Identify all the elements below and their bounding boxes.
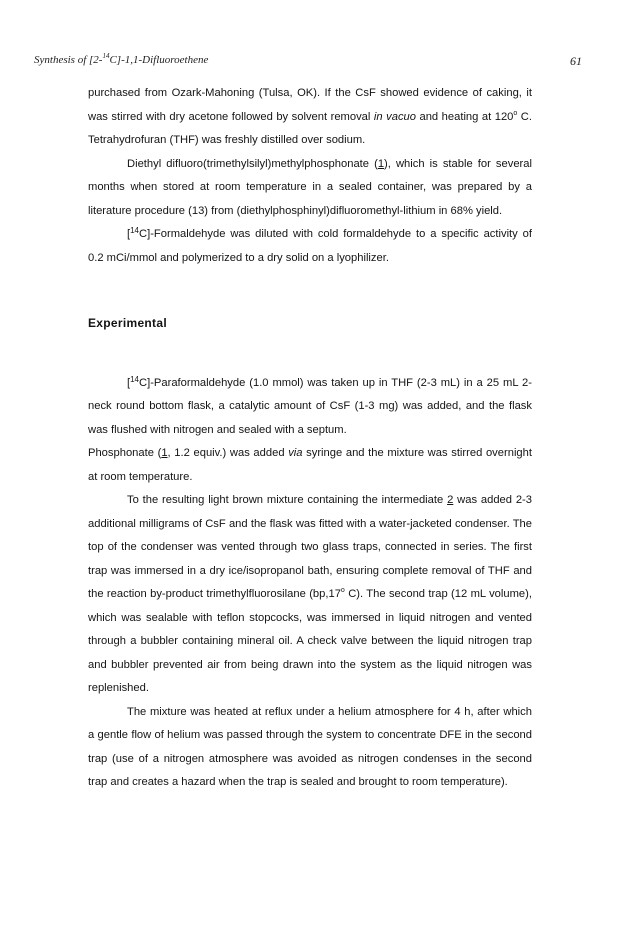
paragraph-materials (88, 82, 532, 153)
degree-superscript: o (513, 109, 518, 117)
running-title-part: Synthesis of [2- (34, 54, 103, 66)
paragraph-apparatus (88, 489, 532, 701)
text-run: Phosphonate ( (88, 447, 162, 459)
text-run: C]-Formaldehyde was diluted with cold formaldehyde to a specific activity of 0.2 mCi/mmol and polymerized to a dry solid on a lyophilizer. (88, 228, 532, 264)
running-title-superscript: 14 (102, 52, 110, 60)
text-run: and heating at 120 (415, 110, 514, 123)
running-title (34, 54, 208, 66)
isotope-superscript: 14 (130, 374, 140, 384)
paragraph-paraformaldehyde (88, 372, 532, 443)
text-run: [ (127, 376, 131, 389)
text-run: The mixture was heated at reflux under a helium atmosphere for 4 h, after which a gentle flow of helium was passed through the system to concentrate DFE in the second trap (use of a nitrogen atmosphere was avoided as nitrogen condenses in the second trap and creates a hazard when the trap is sealed and brought to room temperature). (88, 705, 532, 788)
running-head (34, 54, 582, 74)
compound-ref: 1 (161, 447, 168, 459)
running-title-part: C]-1,1-Difluoroethene (109, 54, 209, 66)
italic-text: in vacuo (373, 110, 416, 123)
text-run: , 1.2 equiv.) was added (167, 447, 289, 459)
text-run: [ (127, 228, 131, 240)
text-run: Diethyl difluoro(trimethylsilyl)methylphosphonate ( (127, 157, 378, 170)
paragraph-formaldehyde (88, 223, 532, 270)
body-text (88, 82, 532, 795)
text-run: syringe and the mixture was stirred overnight at room temperature. (88, 447, 532, 483)
text-run: C]-Paraformaldehyde (1.0 mmol) was taken up in THF (2-3 mL) in a 25 mL 2-neck round bottom flask, a catalytic amount of CsF (1-3 mg) was added, and the flask was flushed with nitrogen and sealed with a septum. (88, 376, 532, 436)
compound-ref: 1 (377, 157, 385, 170)
spacer (88, 270, 532, 312)
text-run: was added 2-3 additional milligrams of CsF and the flask was fitted with a water-jacketed condenser. The top of the condenser was vented through two glass traps, connected in series. The first trap was immersed in a dry ice/isopropanol bath, ensuring complete removal of THF and the reaction by-product trimethylfluorosilane (bp,17 (88, 494, 533, 600)
paragraph-reflux (88, 701, 532, 795)
text-run: purchased from Ozark-Mahoning (Tulsa, OK). If the CsF showed evidence of caking, it was stirred with dry acetone followed by solvent removal (88, 87, 532, 123)
compound-ref: 2 (447, 494, 454, 506)
text-run: C. Tetrahydrofuran (THF) was freshly distilled over sodium. (88, 110, 532, 146)
paragraph-phosphonate-addition (88, 442, 532, 489)
spacer (88, 336, 532, 372)
italic-text: via (288, 447, 303, 459)
section-heading: Experimental (88, 316, 167, 330)
text-run: C). The second trap (12 mL volume), which was sealable with teflon stopcocks, was immersed in liquid nitrogen and vented through a bubbler containing mineral oil. A check valve between the liquid nitrogen trap and bubbler prevented air from being drawn into the system as the liquid nitrogen was replenished. (88, 588, 532, 694)
isotope-superscript: 14 (130, 226, 140, 235)
paragraph-phosphonate (88, 153, 532, 224)
degree-superscript: o (340, 587, 345, 594)
page-number: 61 (570, 54, 582, 68)
text-run: To the resulting light brown mixture containing the intermediate (127, 494, 448, 506)
text-run: ), which is stable for several months when stored at room temperature in a sealed container, was prepared by a literature procedure (13) from (diethylphosphinyl)difluoromethyl-lithium in 68% yield. (88, 157, 532, 217)
